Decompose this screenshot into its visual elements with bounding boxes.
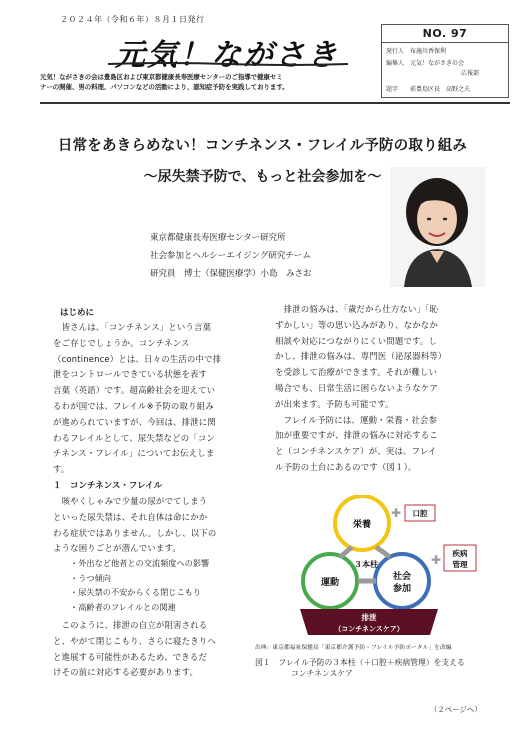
- author-team: 社会参加とヘルシーエイジング研究チーム: [150, 251, 311, 261]
- disease-label: 疾病: [452, 549, 468, 558]
- info-value: 布施川香保利: [410, 48, 447, 55]
- info-row: [386, 47, 446, 56]
- social-label: 参加: [392, 584, 412, 594]
- exercise-label: 運動: [320, 578, 340, 588]
- nutrition-label: 栄養: [352, 520, 372, 530]
- author-photo: [390, 167, 485, 287]
- figure-caption: [255, 657, 515, 679]
- list-item: ・高齢者のフレイルとの関連: [70, 601, 176, 612]
- caption-line: コンチネンスケア: [291, 669, 353, 678]
- newsletter-intro: [40, 72, 375, 92]
- intro-line: ナーの開催、男の料理、パソコンなどの活動により、認知症予防を実践しております。: [40, 83, 289, 91]
- masthead-title: 元気！ながさき: [115, 38, 339, 73]
- plus-icon: ✚: [391, 506, 402, 520]
- info-key: 発行人: [386, 48, 405, 55]
- section1-paragraph: 咳やくしゃみで少量の尿がでてしまう といった尿失禁は、それ自体は命にかか わる症状ではありません。しかし、以下の ような困りごとが潜んでいます。: [53, 496, 217, 554]
- info-key: 題字: [386, 86, 399, 93]
- article-title: 日常をあきらめない！コンチネンス・フレイル予防の取り組み: [57, 138, 468, 154]
- issue-number: NO. 97: [382, 25, 508, 43]
- section1-tail-paragraph: このように、排泄の自立が阻害される と、やがて閉じこもり、さらに寝たきりへ と進展する可能性があるため、できるだ けその前に対応する必要があります。: [53, 620, 216, 678]
- section-heading-1: １ コンチネンス・フレイル: [53, 481, 163, 491]
- info-value: 元気！ながさきの会: [410, 60, 465, 67]
- list-item: ・外出など他者との交流頻度への影響: [70, 558, 210, 568]
- caption-line: 図１ フレイル予防の３本柱（＋口腔＋疾病管理）を支える: [255, 658, 465, 667]
- article-subtitle: ～尿失禁予防で、もっと社会参加を～: [143, 169, 382, 185]
- mouth-label: 口腔: [412, 509, 428, 518]
- info-value: 前豊島区長 高野之夫: [410, 86, 471, 93]
- masthead-brush-stroke: [108, 62, 348, 66]
- frailty-pillars-diagram: [290, 495, 500, 635]
- info-row: [386, 85, 470, 94]
- intro-paragraph: 皆さんは、「コンチネンス」という言葉 をご存じでしょうか。コンチネンス （continence）とは、日々の生活の中で排 泄をコントロールできている状態を表す 言葉（英語）です。超高齢社会を迎えてい るわが国では、フレイル※予防の取り組み が進められていますが、今回は、排泄に関 わるフレイルとして、尿失禁などの「コン チネンス・フレイル」についてお伝えしま す。: [53, 322, 222, 475]
- issue-info-box: [381, 24, 509, 98]
- right-column-paragraph: 排泄の悩みは、「歳だから仕方ない」「恥 ずかしい」等の思い込みがあり、なかなか 相談や対応につながりにくい問題です。し かし、排泄の悩みは、専門医（泌尿器科等） を受診して治療ができます。それが難しい 場合でも、日常生活に困らないようなケア が出来ます。予防も可能です。 フレイル予防には、運動・栄養・社会参 加が重要ですが、排泄の悩みに対応するこ と（コンチネンスケア）が、実は、フレイ ル予防の土台にあるのです（図１）。: [275, 304, 447, 472]
- list-item: ・うつ傾向: [70, 572, 111, 583]
- issue-date: ２０２４年（令和６年）８月１日発行: [60, 15, 205, 24]
- author-organization: 東京都健康長寿医療センター研究所: [150, 233, 286, 243]
- info-key: 編集人: [386, 60, 405, 67]
- center-label: ３本柱: [354, 560, 378, 569]
- base-label: （コンチネンスケア）: [334, 625, 404, 633]
- social-label: 社会: [392, 572, 412, 582]
- disease-label: 管理: [452, 560, 468, 569]
- base-label: 排泄: [361, 613, 377, 622]
- header-divider: [40, 102, 510, 104]
- continued-note: （２ページへ）: [430, 705, 482, 714]
- bullet-list: [70, 556, 209, 614]
- intro-line: 元気！ながさきの会は豊島区および東京都健康長寿医療センターのご指導で健康セミ: [40, 73, 283, 81]
- info-row: [386, 59, 464, 68]
- figure-source: 出典：東京都福祉保健局「東京都介護予防・フレイル予防ポータル」を改編: [255, 645, 452, 651]
- list-item: ・尿失禁の不安からくる閉じこもり: [70, 587, 202, 597]
- author-name: 研究員 博士（保健医療学）小島 みさお: [150, 269, 312, 279]
- info-value: 広報部: [461, 70, 480, 77]
- info-row: [461, 69, 479, 78]
- section-heading-intro: はじめに: [60, 308, 95, 318]
- plus-icon: ✚: [431, 553, 442, 567]
